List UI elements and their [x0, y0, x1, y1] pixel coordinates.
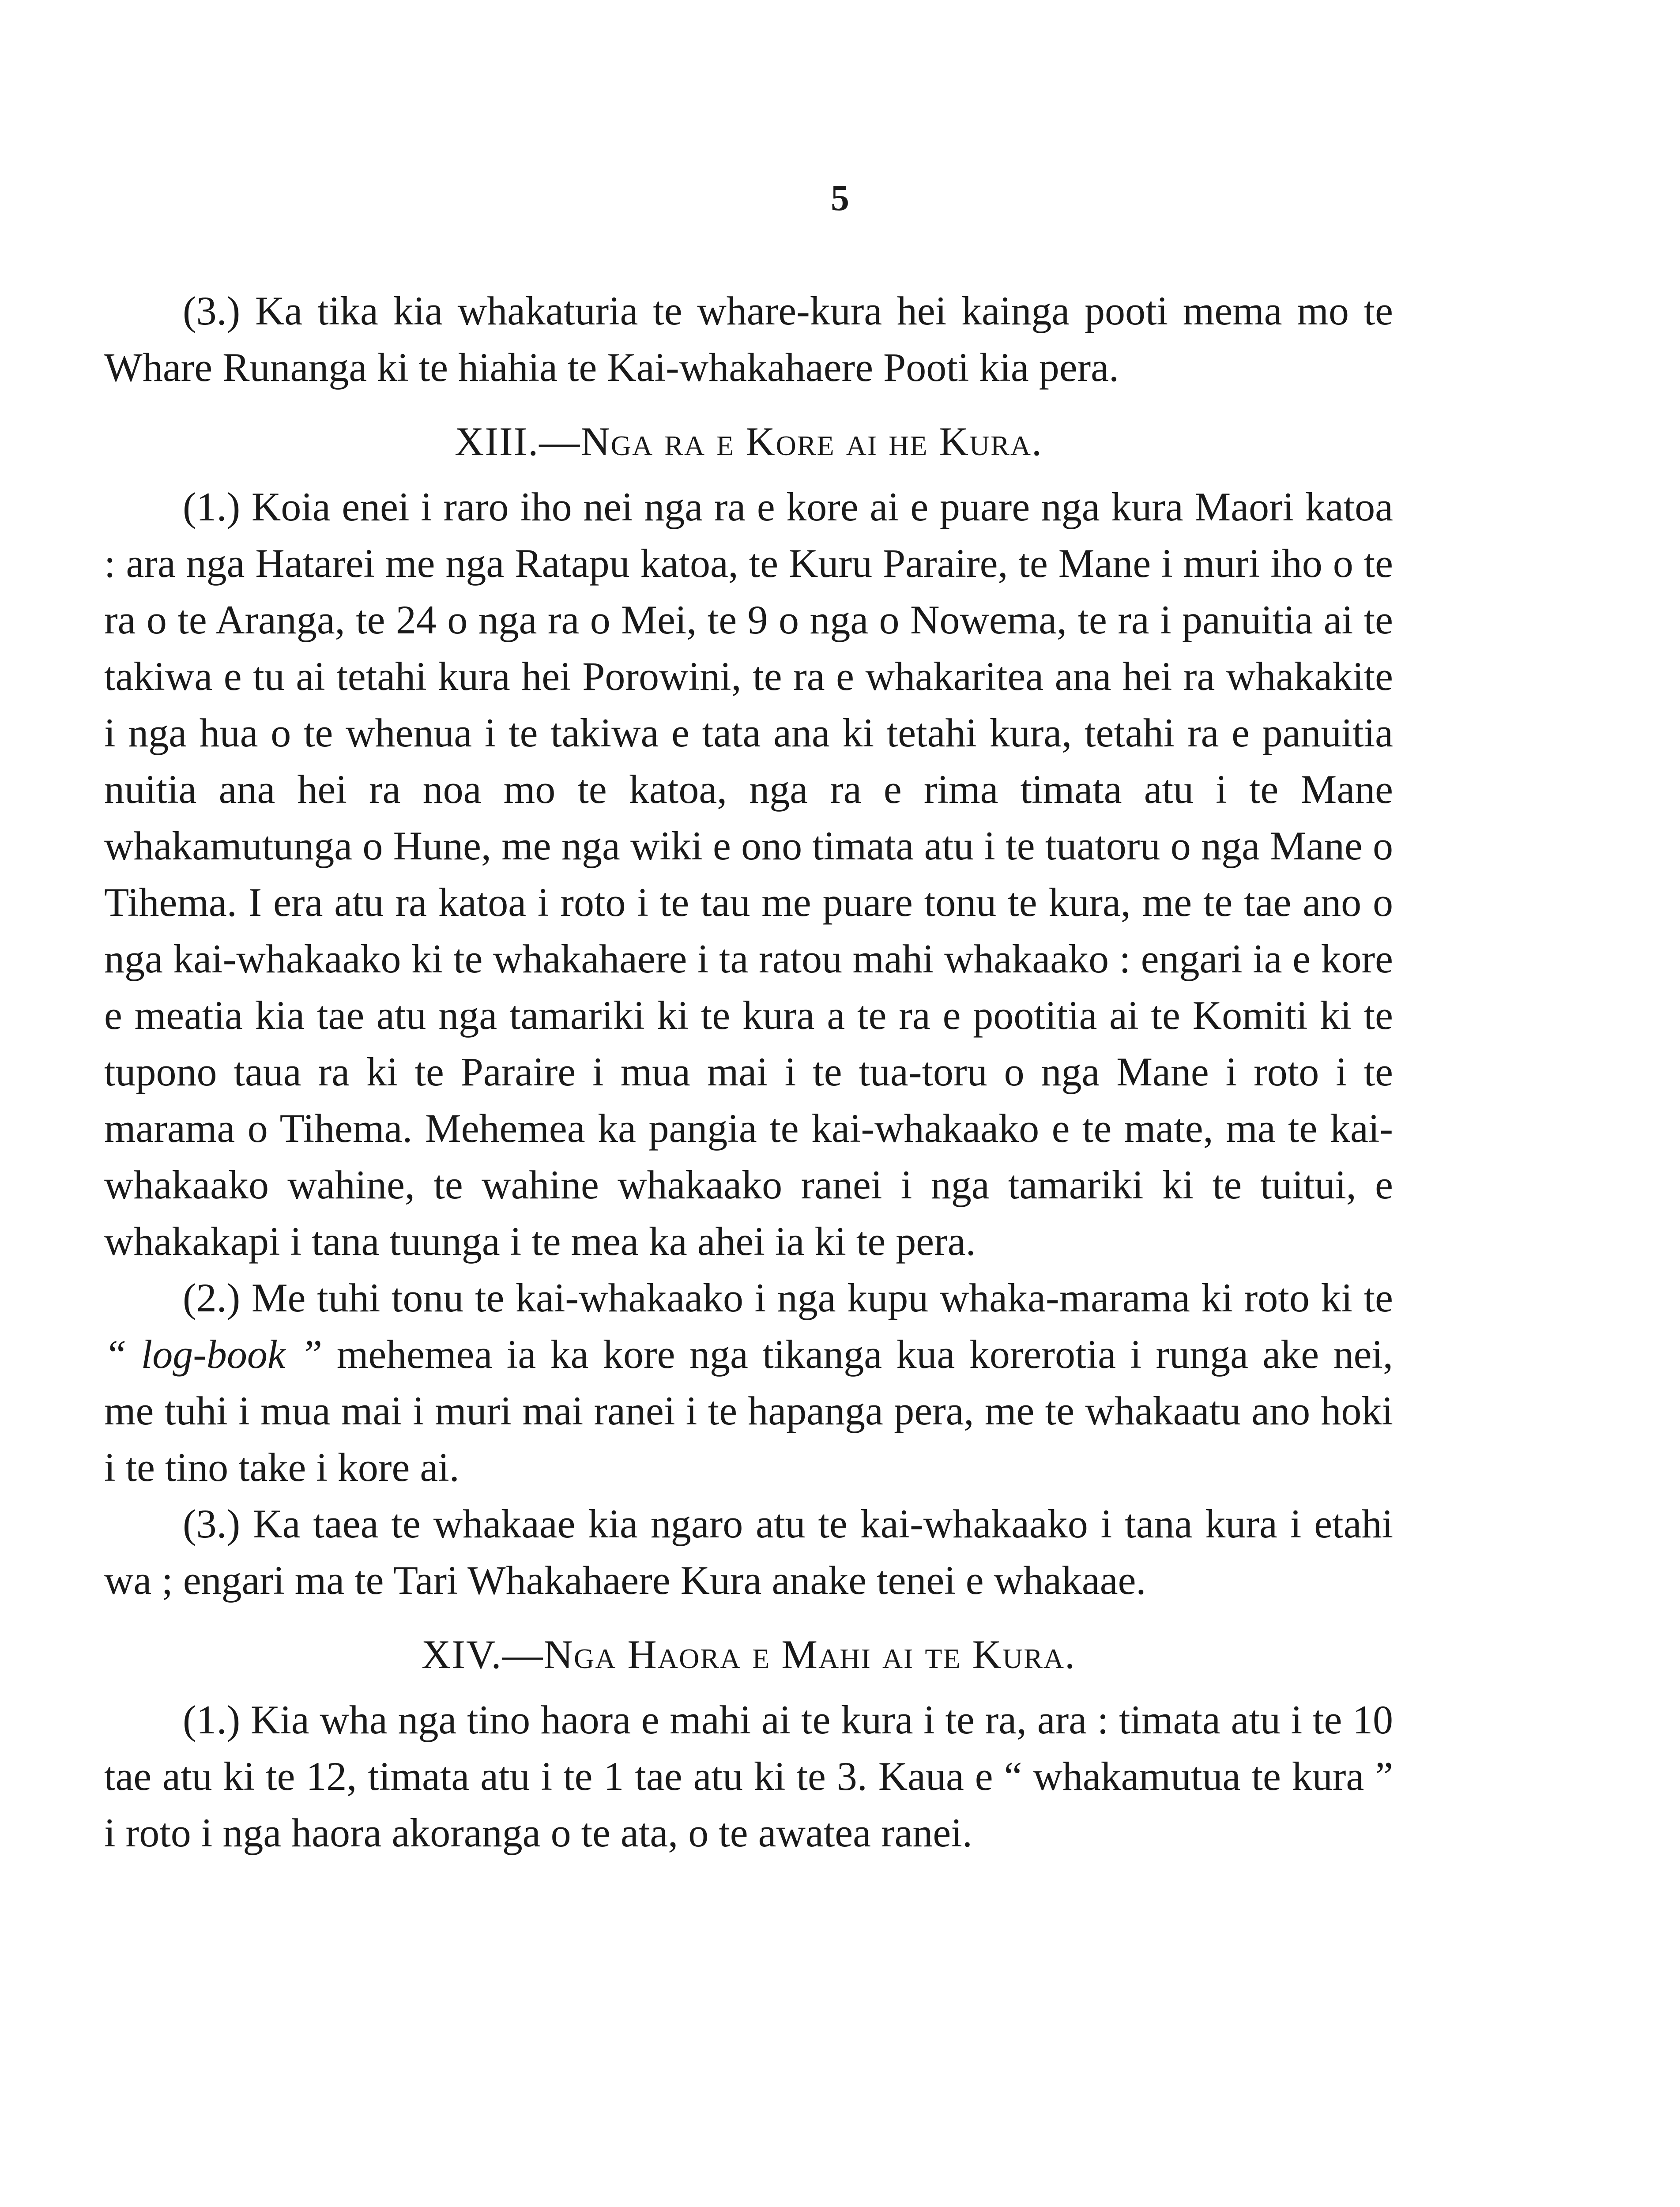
heading-number: XIV.—: [421, 1632, 544, 1677]
paragraph-xiii-3: (3.) Ka taea te whakaae kia ngaro atu te kai-whakaako i tana kura i etahi wa ; engari ma te Tari Whakahaere Kura anake tenei e whakaae.: [104, 1501, 1393, 1603]
heading-title: Nga Haora e Mahi ai te Kura.: [543, 1632, 1076, 1677]
section-heading-xiv: [104, 1626, 1393, 1683]
paragraph-xiii-1: (1.) Koia enei i raro iho nei nga ra e kore ai e puare nga kura Maori katoa : ara nga Hatarei me nga Ratapu katoa, te Kuru Paraire, te Mane i muri iho o te ra o te Aranga, te 24 o nga ra o Mei, te 9 o nga o Nowema, te ra i panuitia ai te takiwa e tu ai tetahi kura hei Porowini, te ra e whakaritea ana hei ra whakakite i nga hua o te whenua i te takiwa e tata ana ki tetahi kura, tetahi ra e panuitia nuitia ana hei ra noa mo te katoa, nga ra e rima timata atu i te Mane whakamutunga o Hune, me nga wiki e ono timata atu i te tuatoru o nga Mane o Tihema. I era atu ra katoa i roto i te tau me puare tonu te kura, me te tae ano o nga kai-whakaako ki te whakahaere i ta ratou mahi whakaako : engari ia e kore e meatia kia tae atu nga tamariki ki te kura a te ra e pootitia ai te Komiti ki te tupono taua ra ki te Paraire i mua mai i te tua-toru o nga Mane i roto i te marama o Tihema. Mehemea ka pangia te kai-whakaako e te mate, ma te kai-whakaako wahine, te wahine whakaako ranei i nga tamariki ki te tuitui, e whakakapi i tana tuunga i te mea ka ahei ia ki te pera.: [104, 484, 1393, 1264]
paragraph-xiv-1: (1.) Kia wha nga tino haora e mahi ai te kura i te ra, ara : timata atu i te 10 tae atu ki te 12, timata atu i te 1 tae atu ki te 3. Kaua e “ whakamutua te kura ” i roto i nga haora akoranga o te ata, o te awatea ranei.: [104, 1697, 1393, 1855]
paragraph-xii-3: (3.) Ka tika kia whakaturia te whare-kura hei kainga pooti mema mo te Whare Runanga ki te hiahia te Kai-whakahaere Pooti kia pera.: [104, 288, 1393, 390]
section-heading-xiii: [104, 413, 1393, 470]
heading-title: Nga ra e Kore ai he Kura.: [580, 419, 1043, 464]
page-number: 5: [831, 177, 849, 218]
heading-number: XIII.—: [454, 419, 581, 464]
log-book-term: “ log-book ”: [104, 1332, 323, 1377]
paragraph-xiii-2: [104, 1269, 1393, 1495]
paragraph-text: mehemea ia ka kore nga tikanga kua korerotia i runga ake nei, me tuhi i mua mai i muri mai ranei i te hapanga pera, me te whakaatu ano hoki i te tino take i kore ai.: [104, 1332, 1393, 1490]
paragraph-text: (2.) Me tuhi tonu te kai-whakaako i nga kupu whaka-marama ki roto ki te: [183, 1275, 1393, 1320]
body-text: [104, 282, 1393, 1861]
